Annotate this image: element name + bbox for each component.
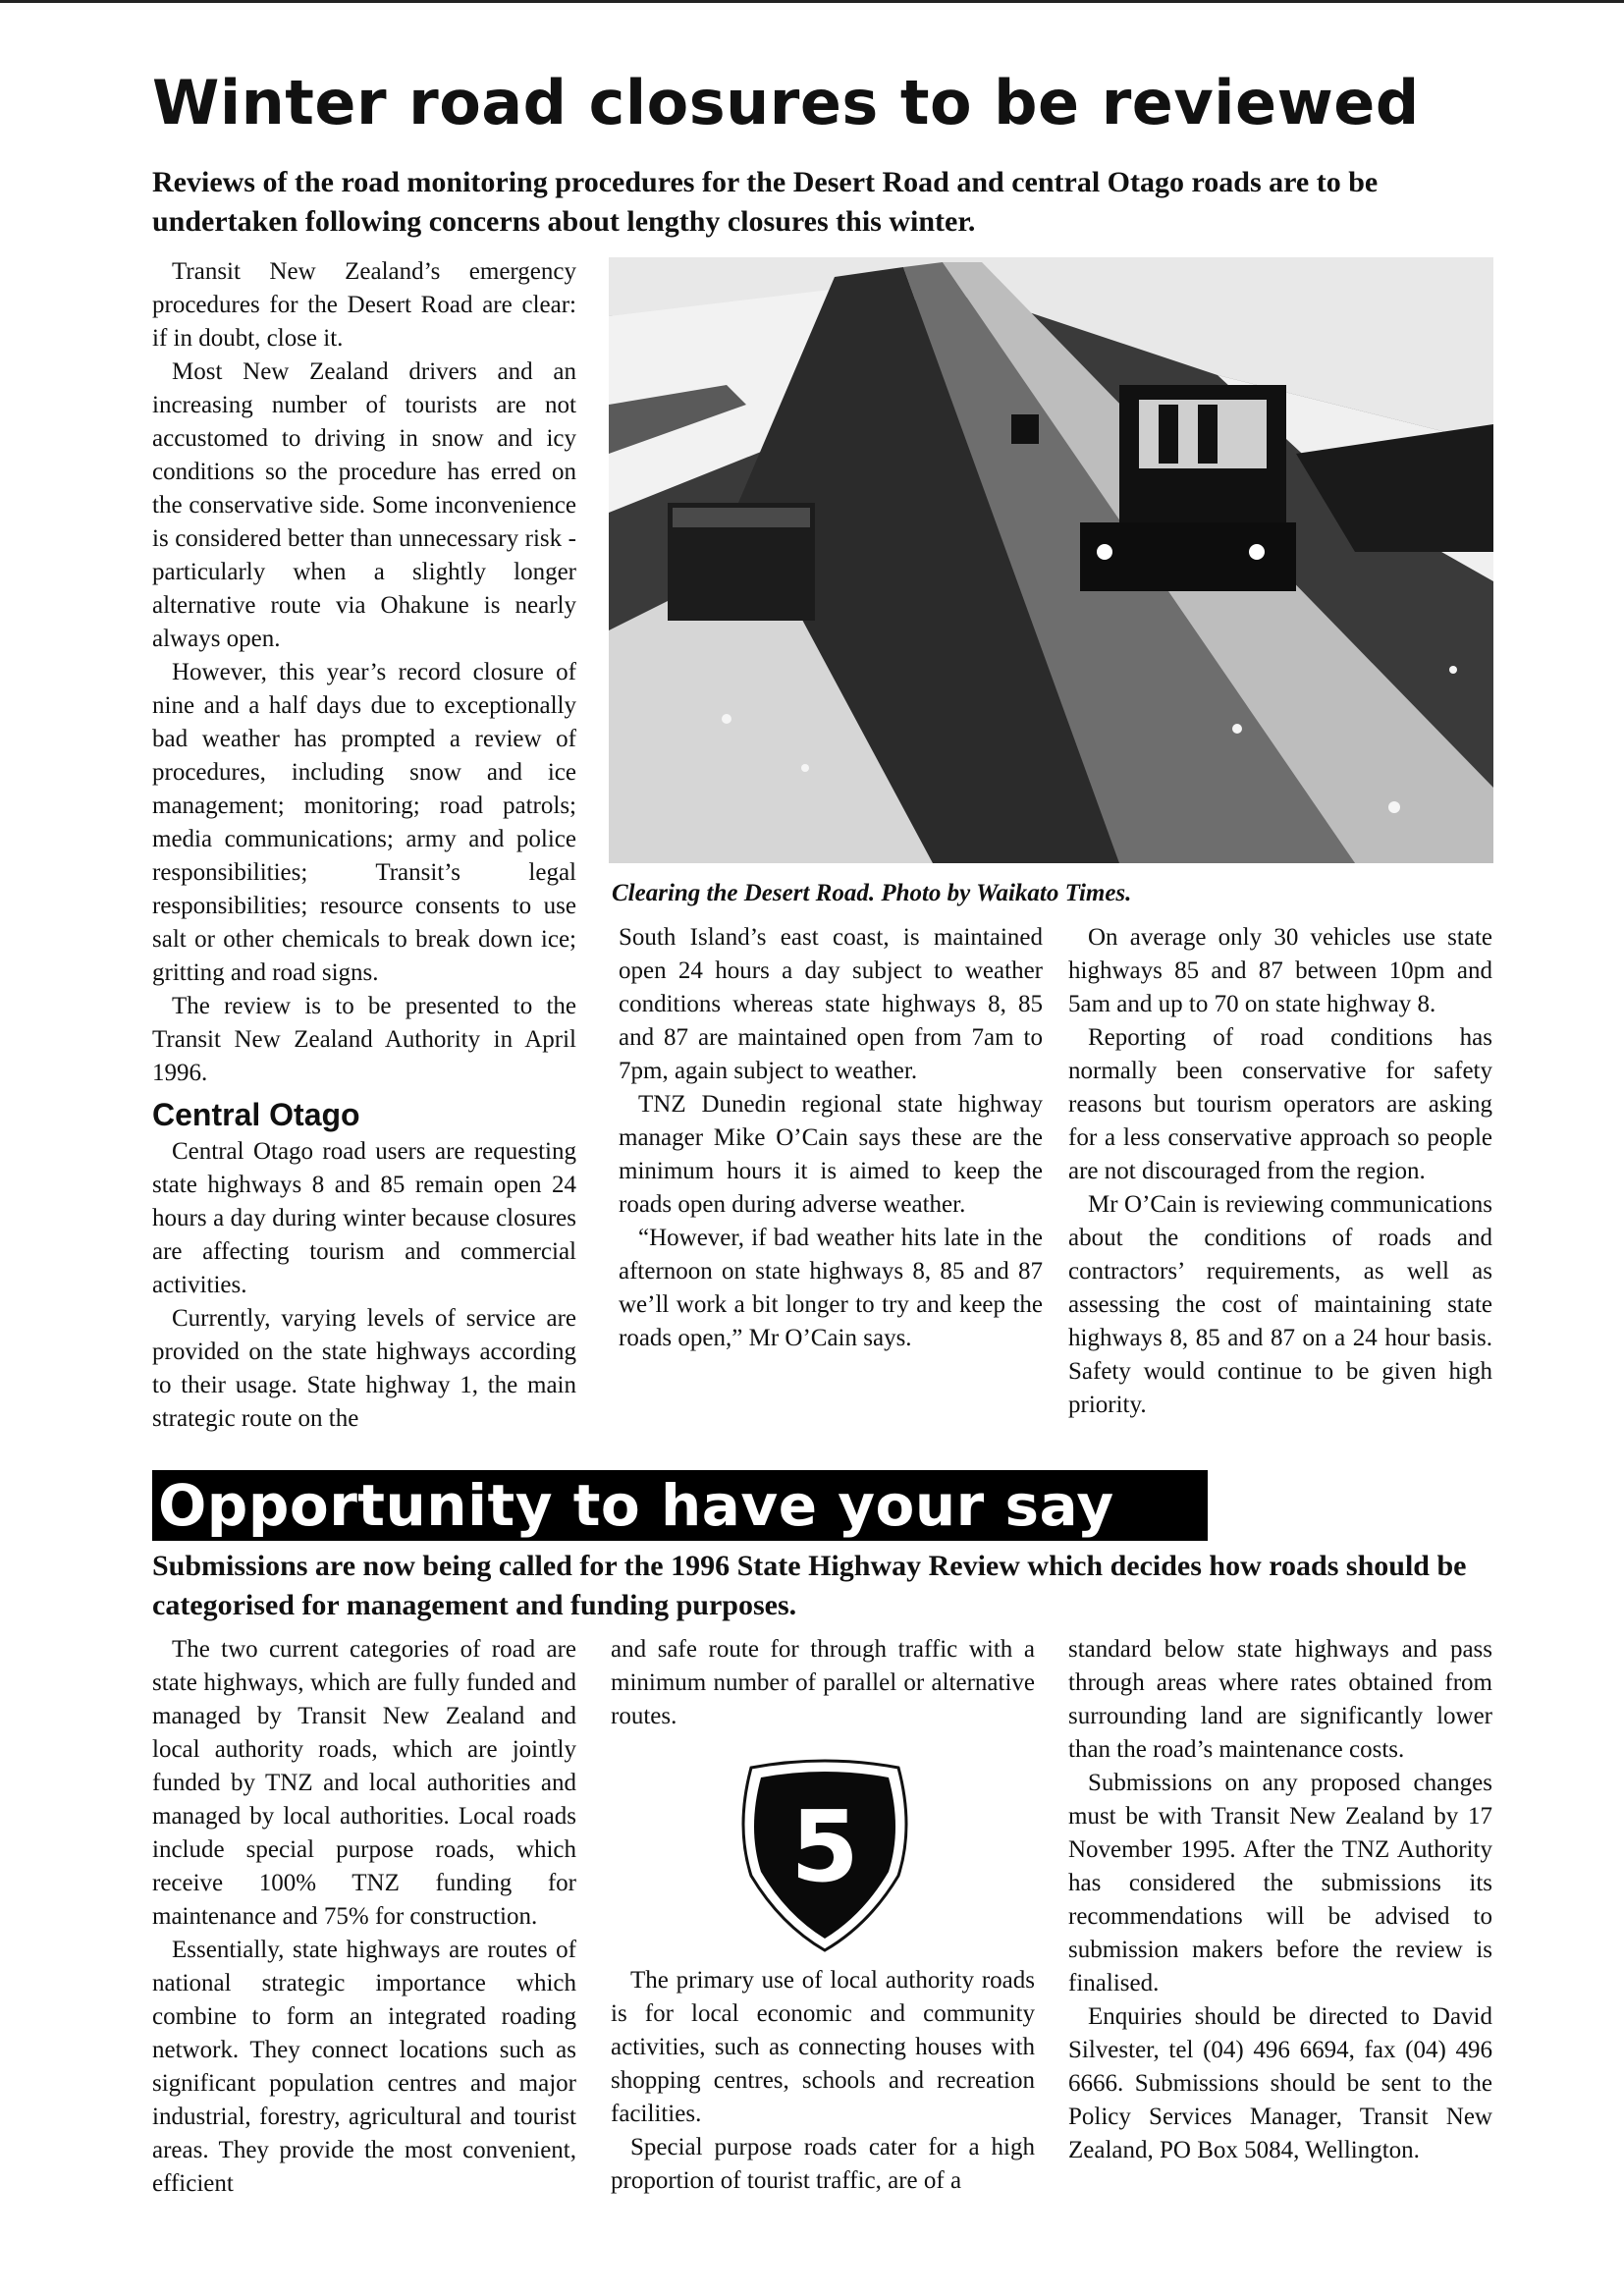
headline-banner: [152, 1470, 1208, 1541]
photo-caption: Clearing the Desert Road. Photo by Waikato Times.: [612, 880, 1132, 906]
paragraph: Most New Zealand drivers and an increasing number of tourists are not accustomed to driving in snow and icy conditions so the procedure has erred on the conservative side. Some inconvenience is considered better than unnecessary risk - particularly when a slightly longer alternative route via Ohakune is nearly always open.: [152, 358, 576, 652]
paragraph: However, this year’s record closure of nine and a half days due to exceptionally bad weather has prompted a review of procedures, including snow and ice management; monitoring; road patrols; media communications; army and police responsibilities; Transit’s legal responsibilities; resource consents to use salt or other chemicals to break down ice; gritting and road signs.: [152, 659, 576, 986]
article-standfirst-have-your-say: Submissions are now being called for the 1996 State Highway Review which decides how roads should be categorised for management and funding purposes.: [152, 1550, 1467, 1621]
paragraph: The primary use of local authority roads is for local economic and community activities, such as connecting houses with shopping centres, schools and recreation facilities.: [611, 1967, 1035, 2127]
paragraph: standard below state highways and pass through areas where rates obtained from surrounding land are significantly lower than the road’s maintenance costs.: [1068, 1636, 1492, 1763]
paragraph: Reporting of road conditions has normally been conservative for safety reasons but tourism operators are asking for a less conservative approach so people are not discouraged from the region.: [1068, 1024, 1492, 1184]
paragraph: The two current categories of road are state highways, which are fully funded and managed by Transit New Zealand and local authority roads, which are jointly funded by TNZ and local authorities and managed by local authorities. Local roads include special purpose roads, which receive 100% TNZ funding for maintenance and 75% for construction.: [152, 1636, 576, 1930]
shield-number: 5: [790, 1789, 859, 1904]
article-standfirst-winter-roads: Reviews of the road monitoring procedures for the Desert Road and central Otago roads are to be undertaken following concerns about lengthy closures this winter.: [152, 166, 1379, 238]
article2-column-2-top: [611, 1633, 1035, 1733]
paragraph: Central Otago road users are requesting state highways 8 and 85 remain open 24 hours a day during winter because closures are affecting tourism and commercial activities.: [152, 1138, 576, 1298]
subheading-central-otago: Central Otago: [152, 1097, 360, 1132]
article-headline-winter-roads: Winter road closures to be reviewed: [152, 67, 1420, 138]
paragraph: Transit New Zealand’s emergency procedures for the Desert Road are clear: if in doubt, close it.: [152, 258, 576, 352]
article1-column-2: [619, 921, 1043, 1355]
paragraph: South Island’s east coast, is maintained open 24 hours a day subject to weather conditions whereas state highways 8, 85 and 87 are maintained open from 7am to 7pm, again subject to weather.: [619, 924, 1043, 1084]
article-headline-have-your-say: Opportunity to have your say: [158, 1472, 1114, 1539]
paragraph: On average only 30 vehicles use state highways 85 and 87 between 10pm and 5am and up to 70 on state highway 8.: [1068, 924, 1492, 1017]
paragraph: Enquiries should be directed to David Silvester, tel (04) 496 6694, fax (04) 496 6666. Submissions should be sent to the Policy Services Manager, Transit New Zealand, PO Box 5084, Wellington.: [1068, 2003, 1492, 2163]
article2-column-3: [1068, 1633, 1492, 2167]
article2-column-1: [152, 1633, 576, 2201]
article1-column-1: [152, 255, 576, 1436]
photo-desert-road-snow-clearing: [609, 257, 1493, 863]
paragraph: Currently, varying levels of service are provided on the state highways according to their usage. State highway 1, the main strategic route on the: [152, 1305, 576, 1432]
paragraph: “However, if bad weather hits late in the afternoon on state highways 8, 85 and 87 we’ll work a bit longer to try and keep the roads open,” Mr O’Cain says.: [619, 1225, 1043, 1351]
paragraph: TNZ Dunedin regional state highway manager Mike O’Cain says these are the minimum hours it is aimed to keep the roads open during adverse weather.: [619, 1091, 1043, 1218]
paragraph: Submissions on any proposed changes must be with Transit New Zealand by 17 November 1995. After the TNZ Authority has considered the submissions its recommendations will be advised to submission makers before the review is finalised.: [1068, 1770, 1492, 1996]
paragraph: Special purpose roads cater for a high proportion of tourist traffic, are of a: [611, 2134, 1035, 2194]
top-rule: [0, 0, 1624, 3]
paragraph: Essentially, state highways are routes of national strategic importance which combine to form an integrated roading network. They connect locations such as significant population centres and major industrial, forestry, agricultural and tourist areas. They provide the most convenient, efficient: [152, 1937, 576, 2197]
paragraph: The review is to be presented to the Transit New Zealand Authority in April 1996.: [152, 993, 576, 1086]
state-highway-shield-icon: [731, 1758, 918, 1954]
paragraph: and safe route for through traffic with a minimum number of parallel or alternative routes.: [611, 1636, 1035, 1729]
article1-column-3: [1068, 921, 1492, 1422]
paragraph: Mr O’Cain is reviewing communications about the conditions of roads and contractors’ requirements, as well as assessing the cost of maintaining state highways 8, 85 and 87 on a 24 hour basis. Safety would continue to be given high priority.: [1068, 1191, 1492, 1418]
article2-column-2-bottom: [611, 1964, 1035, 2198]
